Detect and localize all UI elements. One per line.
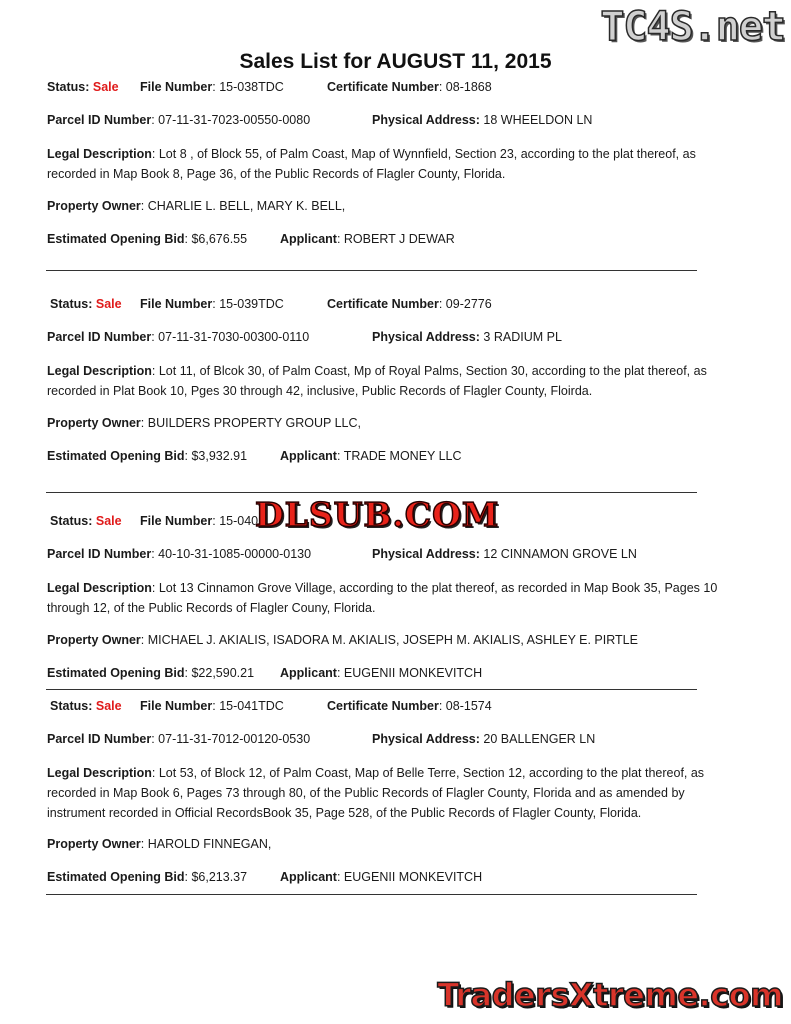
opening-bid-label: Estimated Opening Bid — [47, 870, 185, 884]
status-value: Sale — [92, 80, 119, 94]
legal-description: Legal Description: Lot 53, of Block 12, of Palm Coast, Map of Belle Terre, Section 12, according to the plat thereof, as recorded in Map Book 6, Pages 73 through 80, of the Public Records of Flagler County, Florida and as amended by instrument recorded in Official RecordsBook 35, Page 528, of the Public Records of Flagler County, Florida. — [47, 766, 705, 820]
property-owner-line: Property Owner: HAROLD FINNEGAN, — [47, 837, 272, 851]
property-owner-line: Property Owner: BUILDERS PROPERTY GROUP LLC, — [47, 416, 361, 430]
applicant-value: TRADE MONEY LLC — [343, 449, 462, 463]
parcel-id-value: 40-10-31-1085-00000-0130 — [158, 547, 312, 561]
opening-bid-line: Estimated Opening Bid: $6,213.37 — [47, 870, 248, 884]
physical-address-value: 3 RADIUM PL — [483, 330, 562, 344]
certificate-number-label: Certificate Number — [327, 80, 439, 94]
opening-bid-value: $3,932.91 — [191, 449, 248, 463]
certificate-number-label: Certificate Number — [327, 699, 439, 713]
physical-address-value: 12 CINNAMON GROVE LN — [483, 547, 637, 561]
parcel-id-label: Parcel ID Number — [47, 113, 152, 127]
opening-bid-line: Estimated Opening Bid: $22,590.21 — [47, 666, 255, 680]
status-line — [50, 699, 122, 713]
opening-bid-value: $6,676.55 — [191, 232, 248, 246]
status-label: Status: — [50, 699, 93, 713]
file-number-label: File Number — [140, 297, 213, 311]
opening-bid-label: Estimated Opening Bid — [47, 666, 185, 680]
legal-description-value: Lot 11, of Blcok 30, of Palm Coast, Mp of Royal Palms, Section 30, according to the plat thereof, as recorded in Plat Book 10, Pges 30 through 42, inclusive, Public Records of Flagler County, Floirda. — [47, 364, 707, 398]
file-number-value: 15-039TDC — [219, 297, 284, 311]
property-owner-value: HAROLD FINNEGAN, — [147, 837, 272, 851]
property-owner-line: Property Owner: MICHAEL J. AKIALIS, ISADORA M. AKIALIS, JOSEPH M. AKIALIS, ASHLEY E. PIRTLE — [47, 633, 638, 647]
property-owner-label: Property Owner — [47, 416, 141, 430]
applicant-label: Applicant — [280, 870, 337, 884]
file-number-line: File Number: 15-040 — [140, 514, 259, 528]
legal-description-value: Lot 53, of Block 12, of Palm Coast, Map of Belle Terre, Section 12, according to the plat thereof, as recorded in Map Book 6, Pages 73 through 80, of the Public Records of Flagler County, Florida and as amended by instrument recorded in Official RecordsBook 35, Page 528, of the Public Records of Flagler County, Florida. — [47, 766, 705, 820]
applicant-line: Applicant: EUGENII MONKEVITCH — [280, 666, 483, 680]
certificate-number-value: 08-1868 — [445, 80, 492, 94]
parcel-id-label: Parcel ID Number — [47, 732, 152, 746]
physical-address-line — [372, 732, 595, 746]
legal-description-value: Lot 8 , of Block 55, of Palm Coast, Map of Wynnfield, Section 23, according to the plat thereof, as recorded in Map Book 8, Page 36, of the Public Records of Flagler County, Florida. — [47, 147, 696, 181]
file-number-line: File Number: 15-041TDC — [140, 699, 284, 713]
file-number-value: 15-040 — [219, 514, 259, 528]
property-owner-label: Property Owner — [47, 837, 141, 851]
applicant-line: Applicant: EUGENII MONKEVITCH — [280, 870, 483, 884]
status-value: Sale — [95, 514, 122, 528]
dlsub-watermark: DLSUB.COM — [255, 495, 500, 534]
legal-description: Legal Description: Lot 11, of Blcok 30, of Palm Coast, Mp of Royal Palms, Section 30, according to the plat thereof, as recorded in Plat Book 10, Pges 30 through 42, inclusive, Public Records of Flagler County, Floirda. — [47, 364, 707, 398]
applicant-label: Applicant — [280, 666, 337, 680]
legal-description-value: Lot 13 Cinnamon Grove Village, according to the plat thereof, as recorded in Map Book 35, Pages 10 through 12, of the Public Records of Flagler Couny, Florida. — [47, 581, 718, 615]
parcel-id-line: Parcel ID Number: 07-11-31-7012-00120-0530 — [47, 732, 311, 746]
legal-description-label: Legal Description — [47, 581, 152, 595]
parcel-id-line: Parcel ID Number: 40-10-31-1085-00000-0130 — [47, 547, 312, 561]
legal-description-label: Legal Description — [47, 766, 152, 780]
legal-description-label: Legal Description — [47, 364, 152, 378]
certificate-number-label: Certificate Number — [327, 297, 439, 311]
applicant-value: ROBERT J DEWAR — [343, 232, 455, 246]
physical-address-label: Physical Address: — [372, 113, 480, 127]
physical-address-line — [372, 547, 637, 561]
physical-address-value: 20 BALLENGER LN — [483, 732, 596, 746]
applicant-value: EUGENII MONKEVITCH — [343, 870, 483, 884]
parcel-id-value: 07-11-31-7030-00300-0110 — [158, 330, 310, 344]
physical-address-label: Physical Address: — [372, 732, 480, 746]
file-number-label: File Number — [140, 80, 213, 94]
opening-bid-label: Estimated Opening Bid — [47, 449, 185, 463]
certificate-number-value: 08-1574 — [445, 699, 492, 713]
physical-address-label: Physical Address: — [372, 330, 480, 344]
certificate-number-value: 09-2776 — [445, 297, 492, 311]
certificate-number-line: Certificate Number: 08-1868 — [327, 80, 492, 94]
status-line — [47, 80, 119, 94]
opening-bid-line: Estimated Opening Bid: $6,676.55 — [47, 232, 248, 246]
property-owner-label: Property Owner — [47, 199, 141, 213]
parcel-id-label: Parcel ID Number — [47, 330, 152, 344]
parcel-id-label: Parcel ID Number — [47, 547, 152, 561]
record-divider — [46, 270, 697, 271]
applicant-value: EUGENII MONKEVITCH — [343, 666, 483, 680]
applicant-label: Applicant — [280, 232, 337, 246]
legal-description: Legal Description: Lot 8 , of Block 55, of Palm Coast, Map of Wynnfield, Section 23, according to the plat thereof, as recorded in Map Book 8, Page 36, of the Public Records of Flagler County, Florida. — [47, 147, 696, 181]
opening-bid-line: Estimated Opening Bid: $3,932.91 — [47, 449, 248, 463]
file-number-value: 15-038TDC — [219, 80, 284, 94]
status-label: Status: — [47, 80, 90, 94]
file-number-value: 15-041TDC — [219, 699, 284, 713]
status-value: Sale — [95, 699, 122, 713]
file-number-line: File Number: 15-038TDC — [140, 80, 284, 94]
status-line — [50, 297, 122, 311]
parcel-id-value: 07-11-31-7023-00550-0080 — [158, 113, 311, 127]
status-label: Status: — [50, 514, 93, 528]
opening-bid-value: $22,590.21 — [191, 666, 255, 680]
file-number-line: File Number: 15-039TDC — [140, 297, 284, 311]
status-value: Sale — [95, 297, 122, 311]
applicant-label: Applicant — [280, 449, 337, 463]
status-line — [50, 514, 122, 528]
tradersxtreme-watermark: TradersXtreme.com — [437, 976, 783, 1014]
certificate-number-line: Certificate Number: 09-2776 — [327, 297, 492, 311]
file-number-label: File Number — [140, 514, 213, 528]
tc4s-watermark: TC4S.net — [600, 4, 785, 50]
opening-bid-label: Estimated Opening Bid — [47, 232, 185, 246]
parcel-id-line: Parcel ID Number: 07-11-31-7030-00300-0110 — [47, 330, 310, 344]
parcel-id-line: Parcel ID Number: 07-11-31-7023-00550-0080 — [47, 113, 311, 127]
status-label: Status: — [50, 297, 93, 311]
legal-description: Legal Description: Lot 13 Cinnamon Grove Village, according to the plat thereof, as recorded in Map Book 35, Pages 10 through 12, of the Public Records of Flagler Couny, Florida. — [47, 581, 718, 615]
record-divider — [46, 492, 697, 493]
physical-address-value: 18 WHEELDON LN — [483, 113, 593, 127]
physical-address-line — [372, 113, 592, 127]
record-divider — [46, 894, 697, 895]
certificate-number-line: Certificate Number: 08-1574 — [327, 699, 492, 713]
physical-address-line — [372, 330, 562, 344]
applicant-line: Applicant: ROBERT J DEWAR — [280, 232, 455, 246]
page-title: Sales List for AUGUST 11, 2015 — [239, 50, 552, 73]
legal-description-label: Legal Description — [47, 147, 152, 161]
physical-address-label: Physical Address: — [372, 547, 480, 561]
property-owner-value: CHARLIE L. BELL, MARY K. BELL, — [147, 199, 346, 213]
opening-bid-value: $6,213.37 — [191, 870, 248, 884]
property-owner-line: Property Owner: CHARLIE L. BELL, MARY K. BELL, — [47, 199, 346, 213]
record-divider — [46, 689, 697, 690]
applicant-line: Applicant: TRADE MONEY LLC — [280, 449, 462, 463]
property-owner-value: BUILDERS PROPERTY GROUP LLC, — [147, 416, 361, 430]
property-owner-label: Property Owner — [47, 633, 141, 647]
file-number-label: File Number — [140, 699, 213, 713]
property-owner-value: MICHAEL J. AKIALIS, ISADORA M. AKIALIS, JOSEPH M. AKIALIS, ASHLEY E. PIRTLE — [147, 633, 638, 647]
parcel-id-value: 07-11-31-7012-00120-0530 — [158, 732, 311, 746]
